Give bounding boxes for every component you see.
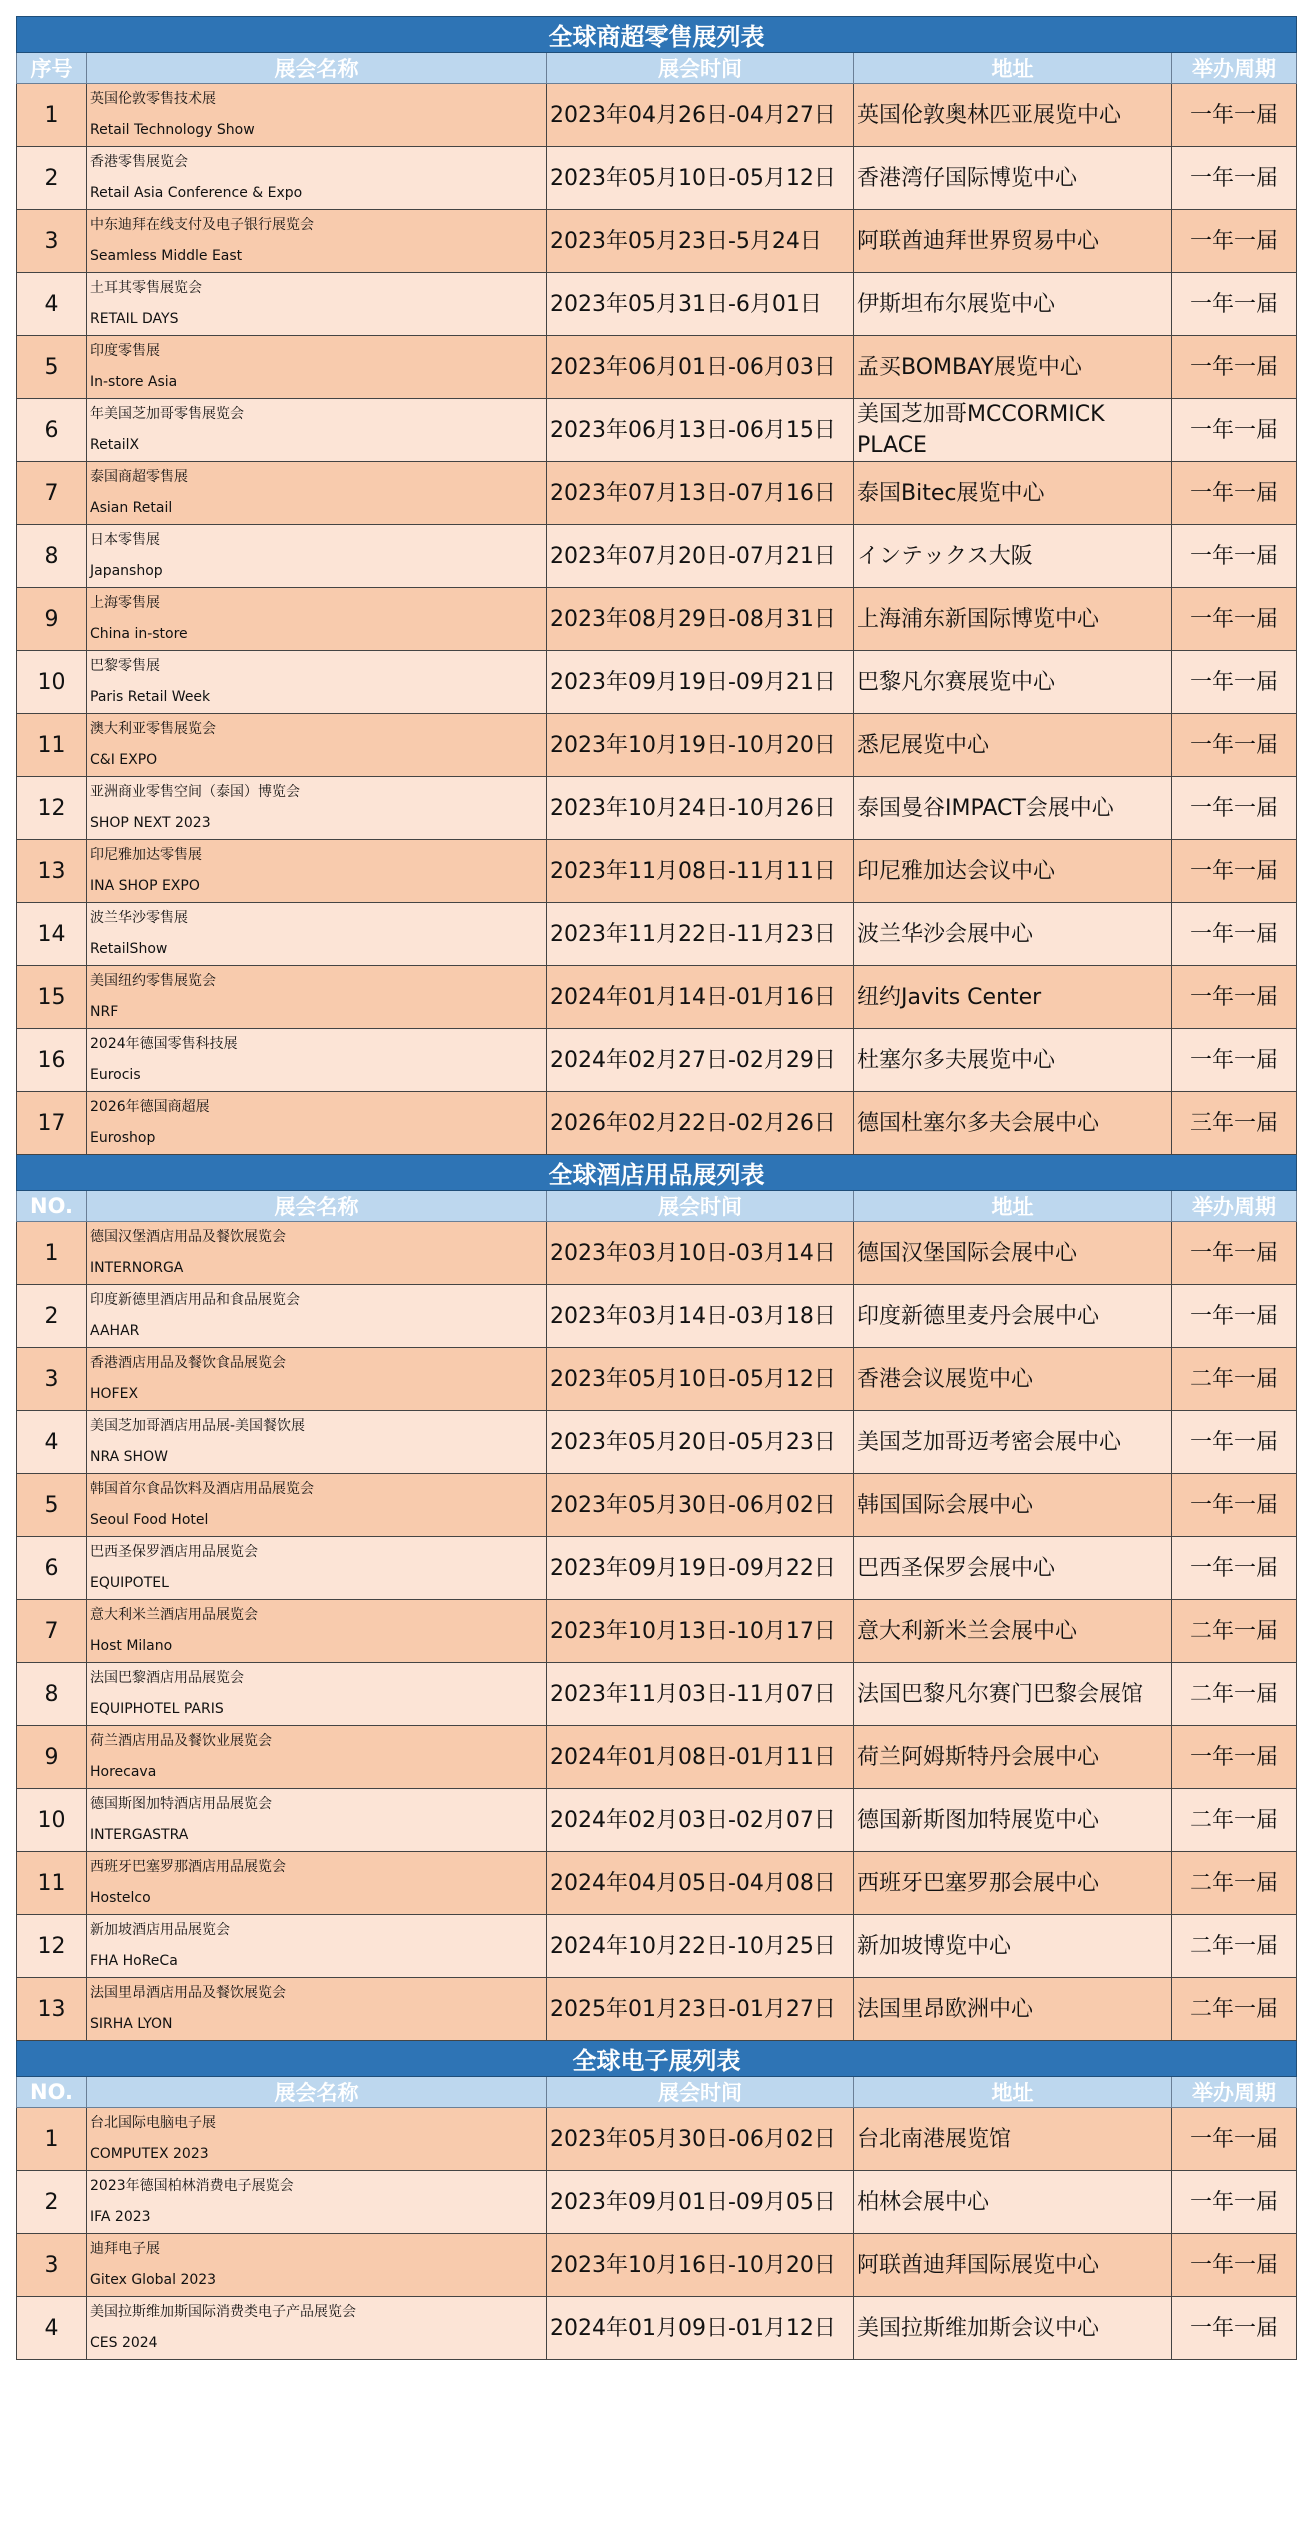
exhibition-address: 新加坡博览中心 (854, 1915, 1172, 1978)
exhibition-cycle: 一年一届 (1172, 84, 1297, 147)
exhibition-cycle: 一年一届 (1172, 2234, 1297, 2297)
table-row (17, 2234, 1297, 2297)
exhibition-name-en: INTERNORGA (90, 1260, 184, 1276)
exhibition-cycle: 一年一届 (1172, 525, 1297, 588)
exhibition-name-cell (87, 1789, 547, 1852)
column-header: 地址 (854, 53, 1172, 84)
exhibition-name-en: NRF (90, 1004, 119, 1020)
table-row (17, 147, 1297, 210)
exhibition-name-cn: 新加坡酒店用品展览会 (90, 1922, 230, 1938)
exhibition-date: 2023年05月10日-05月12日 (547, 147, 854, 210)
exhibition-address: 阿联酋迪拜国际展览中心 (854, 2234, 1172, 2297)
exhibition-address: 荷兰阿姆斯特丹会展中心 (854, 1726, 1172, 1789)
exhibition-name-cell (87, 840, 547, 903)
exhibition-name-cell (87, 1915, 547, 1978)
exhibition-address: 泰国Bitec展览中心 (854, 462, 1172, 525)
table-row (17, 1092, 1297, 1155)
exhibition-address: 意大利新米兰会展中心 (854, 1600, 1172, 1663)
row-number: 11 (17, 714, 87, 777)
exhibition-address: 法国巴黎凡尔赛门巴黎会展馆 (854, 1663, 1172, 1726)
exhibition-name-cell (87, 84, 547, 147)
exhibition-name-cn: 日本零售展 (90, 532, 160, 548)
column-header: 地址 (854, 2077, 1172, 2108)
exhibition-name-en: CES 2024 (90, 2335, 158, 2351)
table-row (17, 840, 1297, 903)
table-row (17, 336, 1297, 399)
exhibition-address: 德国新斯图加特展览中心 (854, 1789, 1172, 1852)
exhibition-date: 2024年10月22日-10月25日 (547, 1915, 854, 1978)
exhibition-name-cell (87, 1285, 547, 1348)
exhibition-name-cn: 2023年德国柏林消费电子展览会 (90, 2178, 294, 2194)
exhibition-cycle: 一年一届 (1172, 903, 1297, 966)
exhibition-name-en: Seoul Food Hotel (90, 1512, 209, 1528)
exhibition-cycle: 一年一届 (1172, 210, 1297, 273)
table-row (17, 84, 1297, 147)
row-number: 6 (17, 1537, 87, 1600)
exhibition-name-cn: 美国拉斯维加斯国际消费类电子产品展览会 (90, 2304, 356, 2320)
exhibition-name-en: Hostelco (90, 1890, 151, 1906)
row-number: 10 (17, 1789, 87, 1852)
row-number: 1 (17, 2108, 87, 2171)
row-number: 16 (17, 1029, 87, 1092)
exhibition-name-en: Gitex Global 2023 (90, 2272, 217, 2288)
exhibition-cycle: 一年一届 (1172, 840, 1297, 903)
table-row (17, 1852, 1297, 1915)
exhibition-address: 美国拉斯维加斯会议中心 (854, 2297, 1172, 2360)
row-number: 8 (17, 525, 87, 588)
exhibition-name-en: AAHAR (90, 1323, 140, 1339)
table-row (17, 1411, 1297, 1474)
exhibition-name-cn: 年美国芝加哥零售展览会 (90, 406, 244, 422)
exhibition-name-cell (87, 462, 547, 525)
exhibition-name-cn: 法国里昂酒店用品及餐饮展览会 (90, 1985, 286, 2001)
column-header: 举办周期 (1172, 2077, 1297, 2108)
table-row (17, 1029, 1297, 1092)
row-number: 6 (17, 399, 87, 462)
exhibition-name-cell (87, 651, 547, 714)
exhibition-cycle: 一年一届 (1172, 399, 1297, 462)
exhibition-cycle: 一年一届 (1172, 2297, 1297, 2360)
row-number: 1 (17, 84, 87, 147)
exhibition-date: 2023年11月08日-11月11日 (547, 840, 854, 903)
exhibition-date: 2023年05月20日-05月23日 (547, 1411, 854, 1474)
row-number: 2 (17, 1285, 87, 1348)
exhibition-name-en: C&I EXPO (90, 752, 158, 768)
table-row (17, 1348, 1297, 1411)
row-number: 9 (17, 588, 87, 651)
exhibition-address: 印尼雅加达会议中心 (854, 840, 1172, 903)
exhibition-name-en: Eurocis (90, 1067, 141, 1083)
column-header: 举办周期 (1172, 53, 1297, 84)
exhibition-date: 2023年07月13日-07月16日 (547, 462, 854, 525)
exhibition-name-cn: 印尼雅加达零售展 (90, 847, 202, 863)
exhibition-name-cn: 2024年德国零售科技展 (90, 1036, 238, 1052)
table-row (17, 651, 1297, 714)
row-number: 2 (17, 147, 87, 210)
row-number: 7 (17, 1600, 87, 1663)
row-number: 2 (17, 2171, 87, 2234)
exhibition-address: 巴黎凡尔赛展览中心 (854, 651, 1172, 714)
exhibition-cycle: 一年一届 (1172, 1537, 1297, 1600)
table-row (17, 966, 1297, 1029)
row-number: 9 (17, 1726, 87, 1789)
exhibition-name-cell (87, 2171, 547, 2234)
table-row (17, 2108, 1297, 2171)
exhibition-date: 2023年08月29日-08月31日 (547, 588, 854, 651)
section-title-row (17, 17, 1297, 53)
exhibition-name-en: SHOP NEXT 2023 (90, 815, 211, 831)
exhibition-name-cell (87, 336, 547, 399)
section-title: 全球电子展列表 (17, 2041, 1297, 2077)
table-row (17, 1663, 1297, 1726)
exhibition-date: 2023年10月13日-10月17日 (547, 1600, 854, 1663)
table-row (17, 2171, 1297, 2234)
exhibition-address: 波兰华沙会展中心 (854, 903, 1172, 966)
exhibition-date: 2023年06月13日-06月15日 (547, 399, 854, 462)
exhibition-date: 2023年11月03日-11月07日 (547, 1663, 854, 1726)
exhibition-address: 德国杜塞尔多夫会展中心 (854, 1092, 1172, 1155)
exhibition-name-cell (87, 2297, 547, 2360)
row-number: 3 (17, 2234, 87, 2297)
column-header-row (17, 2077, 1297, 2108)
exhibition-name-cell (87, 1474, 547, 1537)
exhibition-name-en: EQUIPOTEL (90, 1575, 169, 1591)
exhibition-cycle: 一年一届 (1172, 2108, 1297, 2171)
exhibition-name-cn: 波兰华沙零售展 (90, 910, 188, 926)
exhibition-address: 杜塞尔多夫展览中心 (854, 1029, 1172, 1092)
exhibition-name-en: COMPUTEX 2023 (90, 2146, 209, 2162)
table-row (17, 1978, 1297, 2041)
column-header: NO. (17, 2077, 87, 2108)
exhibition-date: 2025年01月23日-01月27日 (547, 1978, 854, 2041)
exhibition-date: 2024年01月14日-01月16日 (547, 966, 854, 1029)
row-number: 11 (17, 1852, 87, 1915)
exhibition-cycle: 二年一届 (1172, 1789, 1297, 1852)
row-number: 10 (17, 651, 87, 714)
exhibition-name-cn: 香港酒店用品及餐饮食品展览会 (90, 1355, 286, 1371)
exhibition-cycle: 一年一届 (1172, 966, 1297, 1029)
exhibition-date: 2023年09月19日-09月22日 (547, 1537, 854, 1600)
row-number: 15 (17, 966, 87, 1029)
exhibition-cycle: 一年一届 (1172, 714, 1297, 777)
column-header: 序号 (17, 53, 87, 84)
exhibition-date: 2024年04月05日-04月08日 (547, 1852, 854, 1915)
exhibition-name-en: EQUIPHOTEL PARIS (90, 1701, 224, 1717)
exhibition-name-en: Euroshop (90, 1130, 156, 1146)
exhibition-cycle: 二年一届 (1172, 1348, 1297, 1411)
exhibition-cycle: 二年一届 (1172, 1852, 1297, 1915)
exhibition-date: 2026年02月22日-02月26日 (547, 1092, 854, 1155)
exhibition-date: 2023年09月01日-09月05日 (547, 2171, 854, 2234)
exhibition-name-cell (87, 525, 547, 588)
table-row (17, 1600, 1297, 1663)
exhibition-name-en: Asian Retail (90, 500, 173, 516)
exhibition-address: 上海浦东新国际博览中心 (854, 588, 1172, 651)
table-row (17, 1915, 1297, 1978)
exhibition-name-cell (87, 903, 547, 966)
column-header: 举办周期 (1172, 1191, 1297, 1222)
exhibition-name-cn: 韩国首尔食品饮料及酒店用品展览会 (90, 1481, 314, 1497)
exhibition-date: 2023年07月20日-07月21日 (547, 525, 854, 588)
exhibition-name-cn: 印度新德里酒店用品和食品展览会 (90, 1292, 300, 1308)
exhibition-name-cn: 美国纽约零售展览会 (90, 973, 216, 989)
row-number: 14 (17, 903, 87, 966)
exhibition-date: 2023年10月24日-10月26日 (547, 777, 854, 840)
exhibition-name-cell (87, 1726, 547, 1789)
exhibition-name-en: Retail Asia Conference & Expo (90, 185, 303, 201)
exhibition-name-cell (87, 2108, 547, 2171)
exhibition-date: 2023年05月23日-5月24日 (547, 210, 854, 273)
row-number: 3 (17, 1348, 87, 1411)
exhibition-name-cell (87, 1852, 547, 1915)
exhibition-cycle: 二年一届 (1172, 1663, 1297, 1726)
section-title-row (17, 2041, 1297, 2077)
exhibition-address: 阿联酋迪拜世界贸易中心 (854, 210, 1172, 273)
row-number: 7 (17, 462, 87, 525)
exhibition-name-cn: 亚洲商业零售空间（泰国）博览会 (90, 784, 300, 800)
exhibition-name-cn: 迪拜电子展 (90, 2241, 160, 2257)
exhibition-name-cell (87, 1600, 547, 1663)
exhibition-name-cn: 泰国商超零售展 (90, 469, 188, 485)
exhibition-address: 孟买BOMBAY展览中心 (854, 336, 1172, 399)
exhibition-name-cell (87, 966, 547, 1029)
exhibition-name-cn: 台北国际电脑电子展 (90, 2115, 216, 2131)
exhibition-name-cn: 美国芝加哥酒店用品展-美国餐饮展 (90, 1418, 306, 1434)
column-header: 展会名称 (87, 53, 547, 84)
table-row (17, 1474, 1297, 1537)
exhibition-date: 2023年05月31日-6月01日 (547, 273, 854, 336)
exhibition-name-cell (87, 1222, 547, 1285)
exhibition-address: 美国芝加哥MCCORMICK PLACE (854, 399, 1172, 462)
exhibition-name-en: Seamless Middle East (90, 248, 243, 264)
exhibition-name-cn: 法国巴黎酒店用品展览会 (90, 1670, 244, 1686)
exhibition-address: インテックス大阪 (854, 525, 1172, 588)
exhibition-name-cell (87, 1411, 547, 1474)
table-row (17, 1222, 1297, 1285)
exhibition-date: 2023年11月22日-11月23日 (547, 903, 854, 966)
exhibition-name-en: Host Milano (90, 1638, 173, 1654)
table-row (17, 1726, 1297, 1789)
exhibition-cycle: 一年一届 (1172, 462, 1297, 525)
exhibition-name-cn: 印度零售展 (90, 343, 160, 359)
table-row (17, 903, 1297, 966)
table-row (17, 777, 1297, 840)
exhibition-name-cn: 西班牙巴塞罗那酒店用品展览会 (90, 1859, 286, 1875)
table-row (17, 525, 1297, 588)
exhibition-table (16, 16, 1297, 2360)
exhibition-address: 伊斯坦布尔展览中心 (854, 273, 1172, 336)
exhibition-cycle: 一年一届 (1172, 651, 1297, 714)
exhibition-name-cn: 荷兰酒店用品及餐饮业展览会 (90, 1733, 272, 1749)
exhibition-name-cn: 澳大利亚零售展览会 (90, 721, 216, 737)
exhibition-cycle: 一年一届 (1172, 1285, 1297, 1348)
exhibition-address: 德国汉堡国际会展中心 (854, 1222, 1172, 1285)
exhibition-date: 2023年10月19日-10月20日 (547, 714, 854, 777)
exhibition-name-en: In-store Asia (90, 374, 178, 390)
column-header-row (17, 1191, 1297, 1222)
exhibition-name-en: RETAIL DAYS (90, 311, 179, 327)
row-number: 12 (17, 1915, 87, 1978)
exhibition-address: 韩国国际会展中心 (854, 1474, 1172, 1537)
exhibition-name-en: SIRHA LYON (90, 2016, 173, 2032)
row-number: 5 (17, 1474, 87, 1537)
exhibition-name-en: FHA HoReCa (90, 1953, 178, 1969)
exhibition-name-en: INTERGASTRA (90, 1827, 189, 1843)
exhibition-cycle: 一年一届 (1172, 588, 1297, 651)
exhibition-address: 台北南港展览馆 (854, 2108, 1172, 2171)
table-row (17, 2297, 1297, 2360)
exhibition-name-en: INA SHOP EXPO (90, 878, 200, 894)
exhibition-name-cn: 中东迪拜在线支付及电子银行展览会 (90, 217, 314, 233)
exhibition-address: 柏林会展中心 (854, 2171, 1172, 2234)
exhibition-cycle: 一年一届 (1172, 1222, 1297, 1285)
exhibition-address: 香港湾仔国际博览中心 (854, 147, 1172, 210)
exhibition-cycle: 一年一届 (1172, 147, 1297, 210)
exhibition-name-cell (87, 1029, 547, 1092)
exhibition-name-cn: 2026年德国商超展 (90, 1099, 210, 1115)
exhibition-name-cn: 德国汉堡酒店用品及餐饮展览会 (90, 1229, 286, 1245)
exhibition-name-en: RetailX (90, 437, 140, 453)
column-header: 展会名称 (87, 1191, 547, 1222)
exhibition-name-en: Paris Retail Week (90, 689, 211, 705)
exhibition-name-cell (87, 147, 547, 210)
table-row (17, 462, 1297, 525)
column-header: 展会时间 (547, 53, 854, 84)
exhibition-cycle: 二年一届 (1172, 1978, 1297, 2041)
exhibition-name-cell (87, 1092, 547, 1155)
exhibition-date: 2023年03月10日-03月14日 (547, 1222, 854, 1285)
exhibition-cycle: 三年一届 (1172, 1092, 1297, 1155)
exhibition-name-en: HOFEX (90, 1386, 139, 1402)
exhibition-name-en: China in-store (90, 626, 188, 642)
row-number: 8 (17, 1663, 87, 1726)
exhibition-cycle: 二年一届 (1172, 1600, 1297, 1663)
exhibition-name-cn: 德国斯图加特酒店用品展览会 (90, 1796, 272, 1812)
exhibition-cycle: 一年一届 (1172, 1474, 1297, 1537)
exhibition-date: 2023年09月19日-09月21日 (547, 651, 854, 714)
exhibition-name-cn: 意大利米兰酒店用品展览会 (90, 1607, 258, 1623)
exhibition-cycle: 一年一届 (1172, 1029, 1297, 1092)
exhibition-cycle: 一年一届 (1172, 1726, 1297, 1789)
exhibition-name-en: Retail Technology Show (90, 122, 255, 138)
row-number: 4 (17, 1411, 87, 1474)
row-number: 4 (17, 273, 87, 336)
row-number: 12 (17, 777, 87, 840)
exhibition-date: 2023年05月10日-05月12日 (547, 1348, 854, 1411)
exhibition-date: 2024年02月03日-02月07日 (547, 1789, 854, 1852)
exhibition-name-cell (87, 1978, 547, 2041)
table-row (17, 588, 1297, 651)
exhibition-address: 纽约Javits Center (854, 966, 1172, 1029)
table-row (17, 1537, 1297, 1600)
exhibition-cycle: 一年一届 (1172, 336, 1297, 399)
exhibition-cycle: 二年一届 (1172, 1915, 1297, 1978)
exhibition-name-cell (87, 1663, 547, 1726)
exhibition-name-cell (87, 210, 547, 273)
exhibition-address: 西班牙巴塞罗那会展中心 (854, 1852, 1172, 1915)
row-number: 13 (17, 840, 87, 903)
exhibition-name-cell (87, 777, 547, 840)
column-header: 展会时间 (547, 2077, 854, 2108)
column-header-row (17, 53, 1297, 84)
exhibition-name-en: IFA 2023 (90, 2209, 151, 2225)
exhibition-date: 2024年01月09日-01月12日 (547, 2297, 854, 2360)
table-row (17, 210, 1297, 273)
exhibition-name-cn: 巴黎零售展 (90, 658, 160, 674)
exhibition-name-en: RetailShow (90, 941, 168, 957)
exhibition-address: 香港会议展览中心 (854, 1348, 1172, 1411)
table-row (17, 714, 1297, 777)
exhibition-date: 2024年02月27日-02月29日 (547, 1029, 854, 1092)
exhibition-name-cell (87, 2234, 547, 2297)
exhibition-name-en: Japanshop (90, 563, 163, 579)
table-row (17, 1789, 1297, 1852)
row-number: 3 (17, 210, 87, 273)
section-title-row (17, 1155, 1297, 1191)
exhibition-date: 2023年04月26日-04月27日 (547, 84, 854, 147)
exhibition-cycle: 一年一届 (1172, 1411, 1297, 1474)
row-number: 5 (17, 336, 87, 399)
exhibition-address: 巴西圣保罗会展中心 (854, 1537, 1172, 1600)
exhibition-address: 悉尼展览中心 (854, 714, 1172, 777)
exhibition-name-cell (87, 1537, 547, 1600)
exhibition-date: 2023年06月01日-06月03日 (547, 336, 854, 399)
row-number: 4 (17, 2297, 87, 2360)
exhibition-address: 英国伦敦奥林匹亚展览中心 (854, 84, 1172, 147)
section-title: 全球商超零售展列表 (17, 17, 1297, 53)
row-number: 17 (17, 1092, 87, 1155)
exhibition-date: 2023年03月14日-03月18日 (547, 1285, 854, 1348)
exhibition-name-cell (87, 1348, 547, 1411)
exhibition-name-cn: 上海零售展 (90, 595, 160, 611)
exhibition-name-cell (87, 399, 547, 462)
exhibition-name-cell (87, 714, 547, 777)
column-header: 展会名称 (87, 2077, 547, 2108)
row-number: 13 (17, 1978, 87, 2041)
exhibition-address: 泰国曼谷IMPACT会展中心 (854, 777, 1172, 840)
exhibition-name-cn: 土耳其零售展览会 (90, 280, 202, 296)
exhibition-name-cn: 英国伦敦零售技术展 (90, 91, 216, 107)
exhibition-address: 美国芝加哥迈考密会展中心 (854, 1411, 1172, 1474)
exhibition-name-en: NRA SHOW (90, 1449, 168, 1465)
exhibition-cycle: 一年一届 (1172, 2171, 1297, 2234)
column-header: NO. (17, 1191, 87, 1222)
exhibition-date: 2024年01月08日-01月11日 (547, 1726, 854, 1789)
exhibition-cycle: 一年一届 (1172, 777, 1297, 840)
column-header: 地址 (854, 1191, 1172, 1222)
exhibition-name-cn: 香港零售展览会 (90, 154, 188, 170)
exhibition-name-cell (87, 273, 547, 336)
table-row (17, 1285, 1297, 1348)
exhibition-date: 2023年05月30日-06月02日 (547, 1474, 854, 1537)
row-number: 1 (17, 1222, 87, 1285)
exhibition-cycle: 一年一届 (1172, 273, 1297, 336)
table-row (17, 399, 1297, 462)
exhibition-address: 印度新德里麦丹会展中心 (854, 1285, 1172, 1348)
section-title: 全球酒店用品展列表 (17, 1155, 1297, 1191)
exhibition-list-document (16, 16, 1296, 2360)
exhibition-name-en: Horecava (90, 1764, 157, 1780)
table-row (17, 273, 1297, 336)
exhibition-name-cell (87, 588, 547, 651)
exhibition-date: 2023年05月30日-06月02日 (547, 2108, 854, 2171)
exhibition-name-cn: 巴西圣保罗酒店用品展览会 (90, 1544, 258, 1560)
exhibition-date: 2023年10月16日-10月20日 (547, 2234, 854, 2297)
column-header: 展会时间 (547, 1191, 854, 1222)
exhibition-address: 法国里昂欧洲中心 (854, 1978, 1172, 2041)
